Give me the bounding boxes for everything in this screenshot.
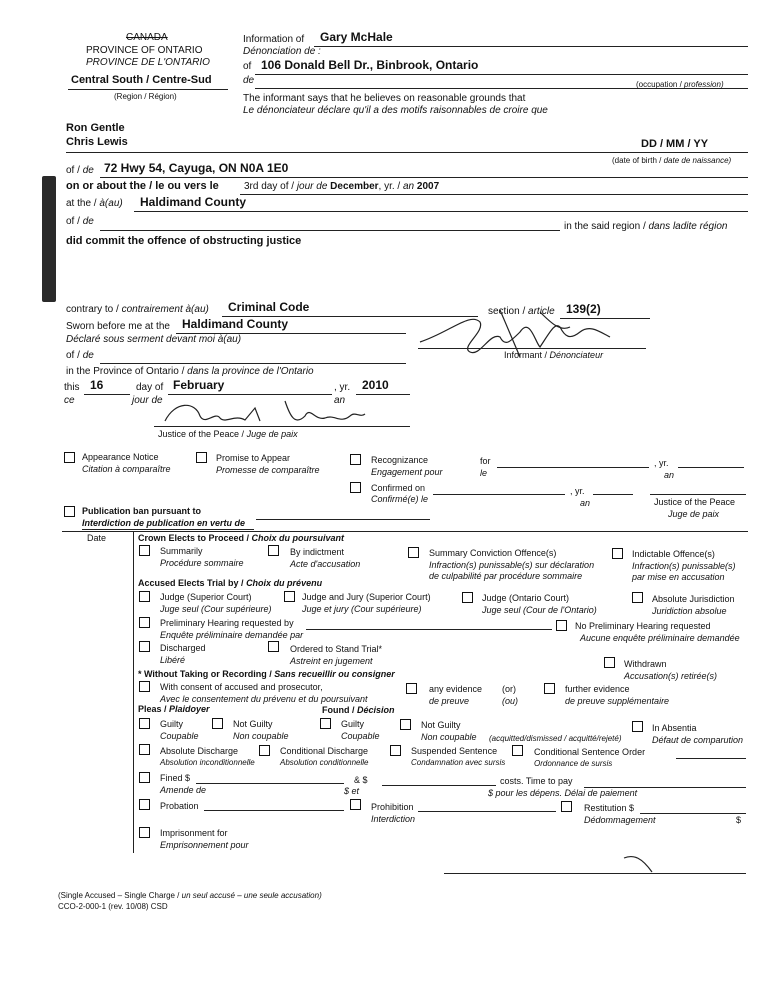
absolute-jurisdiction-checkbox[interactable] [632,592,643,603]
no-preliminary-label: No Preliminary Hearing requested [575,621,711,631]
without-taking-heading: * Without Taking or Recording / Sans recueillir ou consigner [138,669,395,679]
at-the-label: at the / à(au) [66,198,123,209]
accused-of-label: of / de [66,165,94,176]
crown-elects-heading: Crown Elects to Proceed / Choix du poursuivant [138,533,345,543]
pleas-heading: Pleas / Plaidoyer [138,704,210,714]
sworn-year: 2010 [362,378,389,392]
confirmed-yr-label: , yr. [570,486,585,496]
plea-guilty-label: Guilty [160,719,184,729]
costs-label: costs. Time to pay [500,776,573,786]
jour-de-label: jour de [132,395,163,406]
judge-ontario-label: Judge (Ontario Court) [482,593,570,603]
recog-an-label: an [664,470,675,480]
further-evidence-checkbox[interactable] [544,683,555,694]
yr-label: , yr. [334,382,351,393]
de-label: de [243,75,255,86]
summarily-checkbox[interactable] [139,545,150,556]
sworn-location: Haldimand County [182,317,289,331]
offence-of-label: of / de [66,216,94,227]
withdrawn-checkbox[interactable] [604,657,615,668]
offence-text: did commit the offence of obstructing justice [66,235,302,247]
for-label: for [480,456,491,466]
restitution-label: Restitution $ [584,803,635,813]
indictment-label: By indictment [290,547,345,557]
discharged-label-fr: Libéré [160,655,186,665]
recognizance-label-fr: Engagement pour [371,467,443,477]
plea-not-guilty-checkbox[interactable] [212,718,223,729]
denonciation-label: Dénonciation de : [243,46,321,57]
accused-elects-heading: Accused Elects Trial by / Choix du prévenu [138,578,323,588]
promise-to-appear-label: Promise to Appear [216,453,291,463]
informant-name: Gary McHale [320,30,393,44]
found-guilty-label-fr: Coupable [341,731,380,741]
ce-label: ce [64,395,75,406]
found-not-guilty-label: Not Guilty [421,720,461,730]
summary-conviction-checkbox[interactable] [408,547,419,558]
confirmed-label: Confirmed on [371,483,426,493]
informant-says-en: The informant says that he believes on reasonable grounds that [243,93,526,104]
binding-mark [42,176,56,302]
confirmed-checkbox[interactable] [350,482,361,493]
consent-checkbox[interactable] [139,681,150,692]
absolute-discharge-checkbox[interactable] [139,744,150,755]
promise-to-appear-label-fr: Promesse de comparaître [216,465,320,475]
province-text: in the Province of Ontario / dans la province de l'Ontario [66,366,314,377]
conditional-sentence-checkbox[interactable] [512,745,523,756]
in-absentia-checkbox[interactable] [632,721,643,732]
fined-checkbox[interactable] [139,772,150,783]
country-label: CANADA [126,32,168,43]
suspended-sentence-label-fr: Condamnation avec sursis [411,758,506,767]
suspended-sentence-label: Suspended Sentence [411,746,498,756]
indictable-label-fr2: par mise en accusation [632,572,725,582]
or-label: (or) [502,684,516,694]
informant-signature [410,302,640,362]
of-label: of [243,61,252,72]
discharged-checkbox[interactable] [139,641,150,652]
judge-superior-label-fr: Juge seul (Cour supérieure) [160,604,272,614]
sworn-day: 16 [90,378,104,392]
absolute-discharge-label-fr: Absolution inconditionnelle [160,758,255,767]
costs-label-fr: $ pour les dépens. Délai de paiement [488,788,638,798]
found-heading: Found / Décision [322,705,395,715]
publication-ban-label: Publication ban pursuant to [82,506,201,516]
indictable-checkbox[interactable] [612,548,623,559]
probation-label: Probation [160,801,199,811]
summary-conviction-label-fr1: Infraction(s) punissable(s) sur déclaration [429,560,595,570]
recognizance-label: Recognizance [371,455,429,465]
accused-name-2: Chris Lewis [66,136,128,148]
section-label: section / article [488,306,555,317]
further-evidence-label-fr: de preuve supplémentaire [565,696,670,706]
accused-address: 72 Hwy 54, Cayuga, ON N0A 1E0 [104,161,289,175]
judge-ontario-label-fr: Juge seul (Cour de l'Ontario) [482,605,597,615]
contrary-label: contrary to / contrairement à(au) [66,304,209,315]
dollar-et-label: $ et [344,786,360,796]
footer-form-code: CCO-2-000-1 (rev. 10/08) CSD [58,902,168,911]
absolute-discharge-label: Absolute Discharge [160,746,239,756]
recog-yr-label: , yr. [654,458,669,468]
informant-address: 106 Donald Bell Dr., Binbrook, Ontario [261,58,479,72]
date-header: Date [87,533,107,543]
recognizance-checkbox[interactable] [350,454,361,465]
occupation-label: (occupation / profession) [636,80,724,89]
imprisonment-checkbox[interactable] [139,827,150,838]
no-preliminary-label-fr: Aucune enquête préliminaire demandée [580,633,740,643]
region-value: Central South / Centre-Sud [71,74,212,86]
any-evidence-checkbox[interactable] [406,683,417,694]
appearance-notice-label-fr: Citation à comparaître [82,464,171,474]
sworn-label: Sworn before me at the [66,321,170,332]
plea-not-guilty-label: Not Guilty [233,719,273,729]
in-absentia-label: In Absentia [652,723,697,733]
confirmed-jp-label: Justice of the Peace [654,497,736,507]
withdrawn-label: Withdrawn [624,659,667,669]
dob-label: (date of birth / date de naissance) [612,156,732,165]
conditional-discharge-checkbox[interactable] [259,745,270,756]
conditional-sentence-label-fr: Ordonnance de sursis [534,759,613,768]
imprisonment-label-fr: Emprisonnement pour [160,840,249,850]
any-evidence-label: any evidence [429,684,483,694]
jp-label: Justice of the Peace / Juge de paix [158,429,298,439]
this-label: this [64,382,80,393]
publication-ban-label-fr: Interdiction de publication en vertu de [82,518,246,528]
indictable-label: Indictable Offence(s) [632,549,715,559]
restitution-label-fr: Dédommagement [584,815,656,825]
probation-checkbox[interactable] [139,799,150,810]
promise-to-appear-checkbox[interactable] [196,452,207,463]
an-label: an [334,395,346,406]
judge-ontario-checkbox[interactable] [462,592,473,603]
withdrawn-label-fr: Accusation(s) retirée(s) [624,671,718,681]
and-dollar-label: & $ [354,775,368,785]
day-of-label: day of [136,382,164,393]
offence-location: Haldimand County [140,195,247,209]
dob-value: DD / MM / YY [641,138,709,150]
region-label: (Region / Région) [114,92,177,101]
discharged-label: Discharged [160,643,206,653]
any-evidence-label-fr: de preuve [429,696,470,706]
prohibition-label-fr: Interdiction [371,814,416,824]
footer-line-1: (Single Accused – Single Charge / un seul accusé – une seule accusation) [58,891,322,900]
indictment-label-fr: Acte d'accusation [290,559,361,569]
preliminary-hearing-label-fr: Enquête préliminaire demandée par [160,630,304,640]
judge-jury-label-fr: Juge et jury (Cour supérieure) [302,604,422,614]
summarily-label-fr: Procédure sommaire [160,558,244,568]
indictable-label-fr1: Infraction(s) punissable(s) [632,561,736,571]
informant-says-fr: Le dénonciateur déclare qu'il a des motifs raisonnables de croire que [243,105,548,116]
judge-jury-checkbox[interactable] [284,591,295,602]
plea-guilty-label-fr: Coupable [160,731,199,741]
sworn-month: February [173,378,225,392]
suspended-sentence-checkbox[interactable] [390,745,401,756]
section-value: 139(2) [566,302,601,316]
publication-ban-checkbox[interactable] [64,506,75,517]
conditional-discharge-label: Conditional Discharge [280,746,369,756]
prohibition-label: Prohibition [371,802,414,812]
ordered-label-fr: Astreint en jugement [290,656,373,666]
absolute-jurisdiction-label-fr: Juridiction absolue [652,606,727,616]
fined-label: Fined $ [160,773,191,783]
found-not-guilty-checkbox[interactable] [400,719,411,730]
province-fr: PROVINCE DE L'ONTARIO [86,57,210,68]
fined-label-fr: Amende de [160,785,207,795]
in-absentia-label-fr: Défaut de comparution [652,735,744,745]
restitution-dollar: $ [736,815,742,825]
sworn-label-fr: Déclaré sous serment devant moi à(au) [66,334,242,345]
information-of-label: Information of [243,34,305,45]
restitution-checkbox[interactable] [561,801,572,812]
absolute-jurisdiction-label: Absolute Jurisdiction [652,594,735,604]
contrary-value: Criminal Code [228,300,310,314]
summarily-label: Summarily [160,546,203,556]
ordered-to-stand-trial-checkbox[interactable] [268,641,279,652]
ou-label: (ou) [502,696,519,706]
judge-superior-label: Judge (Superior Court) [160,592,252,602]
prohibition-checkbox[interactable] [350,799,361,810]
sworn-of-label: of / de [66,350,94,361]
summary-conviction-label-fr2: de culpabilité par procédure sommaire [429,571,583,581]
ordered-label: Ordered to Stand Trial* [290,644,383,654]
appearance-notice-checkbox[interactable] [64,452,75,463]
accused-name-1: Ron Gentle [66,122,125,134]
confirmed-label-fr: Confirmé(e) le [371,494,429,504]
consent-label-fr: Avec le consentement du prévenu et du poursuivant [160,694,368,704]
in-region-label: in the said region / dans ladite région [564,221,728,232]
judge-jury-label: Judge and Jury (Superior Court) [302,592,431,602]
found-not-guilty-label-fr: Non coupable [421,732,477,742]
confirmed-an-label: an [580,498,591,508]
on-or-about-label: on or about the / le ou vers le [66,180,219,192]
preliminary-hearing-checkbox[interactable] [139,617,150,628]
imprisonment-label: Imprisonment for [160,828,228,838]
further-evidence-label: further evidence [565,684,630,694]
conditional-discharge-label-fr: Absolution conditionnelle [280,758,369,767]
plea-not-guilty-label-fr: Non coupable [233,731,289,741]
acquitted-label: (acquitted/dismissed / acquitté/rejeté) [489,734,622,743]
confirmed-jp-label-fr: Juge de paix [668,509,720,519]
informant-label: Informant / Dénonciateur [504,350,604,360]
preliminary-hearing-label: Preliminary Hearing requested by [160,618,294,628]
le-label: le [480,468,488,478]
plea-guilty-checkbox[interactable] [139,718,150,729]
offence-date: 3rd day of / jour de December, yr. / an 2007 [244,181,440,192]
found-guilty-checkbox[interactable] [320,718,331,729]
conditional-sentence-label: Conditional Sentence Order [534,747,646,757]
found-guilty-label: Guilty [341,719,365,729]
province-en: PROVINCE OF ONTARIO [86,45,203,56]
indictment-checkbox[interactable] [268,545,279,556]
consent-label: With consent of accused and prosecutor, [160,682,323,692]
judge-superior-checkbox[interactable] [139,591,150,602]
no-preliminary-checkbox[interactable] [556,620,567,631]
summary-conviction-label: Summary Conviction Offence(s) [429,548,557,558]
appearance-notice-label: Appearance Notice [82,452,159,462]
